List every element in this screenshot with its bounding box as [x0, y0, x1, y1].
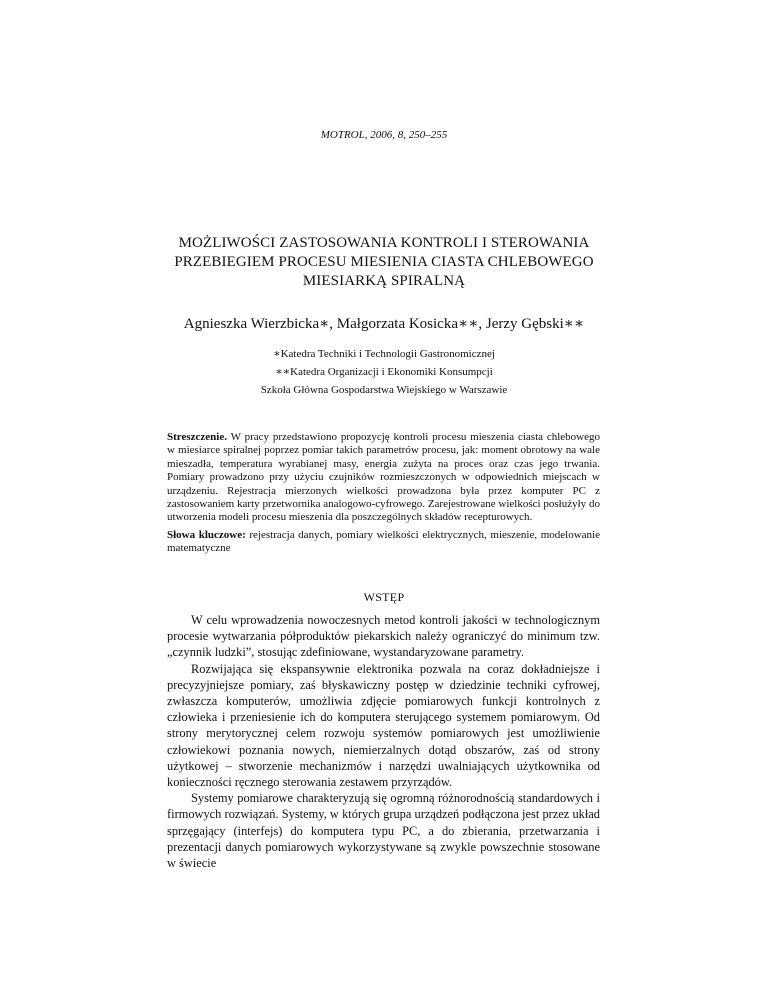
keywords-text: rejestracja danych, pomiary wielkości elektrycznych, mieszenie, modelowanie matematyczne	[167, 529, 600, 555]
abstract-text: W pracy przedstawiono propozycję kontroli procesu mieszenia ciasta chlebowego w miesiarce spiralnej poprzez pomiar takich parametrów procesu, jak: moment obrotowy na wale mieszadła, temperatura wyrabianej masy, energia zużyta na proces oraz czas jego trwania. Pomiary prowadzono przy użyciu czujników rozmieszczonych w odpowiednich miejscach w urządzeniu. Rejestracja mierzonych wielkości prowadzona była przez komputer PC z zastosowaniem karty przetwornika analogowo-cyfrowego. Zarejestrowane wielkości posłużyły do utworzenia modeli procesu mieszenia dla poszczególnych składów recepturowych.	[167, 431, 600, 524]
author-list: Agnieszka Wierzbicka∗, Małgorzata Kosicka∗∗, Jerzy Gębski∗∗	[183, 316, 585, 332]
abstract-label: Streszczenie.	[167, 431, 227, 443]
paragraph: W celu wprowadzenia nowoczesnych metod kontroli jakości w technologicznym procesie wytwarzania półproduktów piekarskich należy ograniczyć do minimum tzw. „czynnik ludzki”, stosując zdefiniowane, wystandaryzowane parametry.	[167, 613, 600, 660]
paragraph: Rozwijająca się ekspansywnie elektronika pozwala na coraz dokładniejsze i precyzyjniejsze pomiary, zaś błyskawiczny postęp w dziedzinie techniki cyfrowej, zwłaszcza komputerów, umożliwia zdjęcie pomiarowych funkcji kontrolnych z człowieka i przeniesienie ich do komputera sterującego systemem pomiarowym. Od strony merytorycznej celem rozwoju systemów pomiarowych jest umożliwienie człowiekowi poznania nowych, niemierzalnych dotąd obszarów, zaś od strony użytkowej – stworzenie mechanizmów i narzędzi uwalniających użytkownika od konieczności ręcznego sterowania zestawem przyrządów.	[167, 661, 600, 790]
paragraph: Systemy pomiarowe charakteryzują się ogromną różnorodnością standardowych i firmowych rozwiązań. Systemy, w których grupa urządzeń podłączona jest przez układ sprzęgający (interfejs) do komputera typu PC, a do zbierania, przetwarzania i prezentacji danych pomiarowych wykorzystywane są zwykle powszechnie stosowane w świecie	[167, 791, 600, 871]
keywords-label: Słowa kluczowe:	[167, 529, 246, 541]
affiliation-line: Szkoła Główna Gospodarstwa Wiejskiego w Warszawie	[260, 384, 508, 396]
abstract	[167, 431, 600, 525]
affiliations	[0, 345, 768, 399]
title-line: MOŻLIWOŚCI ZASTOSOWANIA KONTROLI I STEROWANIA	[178, 235, 590, 251]
title-line: MIESIARKĄ SPIRALNĄ	[302, 273, 466, 289]
affiliation-line: ∗Katedra Techniki i Technologii Gastronomicznej	[273, 348, 495, 360]
keywords	[167, 529, 600, 556]
title-line: PRZEBIEGIEM PROCESU MIESIENIA CIASTA CHLEBOWEGO	[174, 254, 594, 270]
affiliation-line: ∗∗Katedra Organizacji i Ekonomiki Konsumpcji	[275, 366, 493, 378]
section-heading: WSTĘP	[363, 590, 405, 604]
journal-citation: MOTROL, 2006, 8, 250–255	[320, 129, 448, 141]
paper-title	[120, 234, 648, 291]
body-text	[167, 612, 600, 871]
